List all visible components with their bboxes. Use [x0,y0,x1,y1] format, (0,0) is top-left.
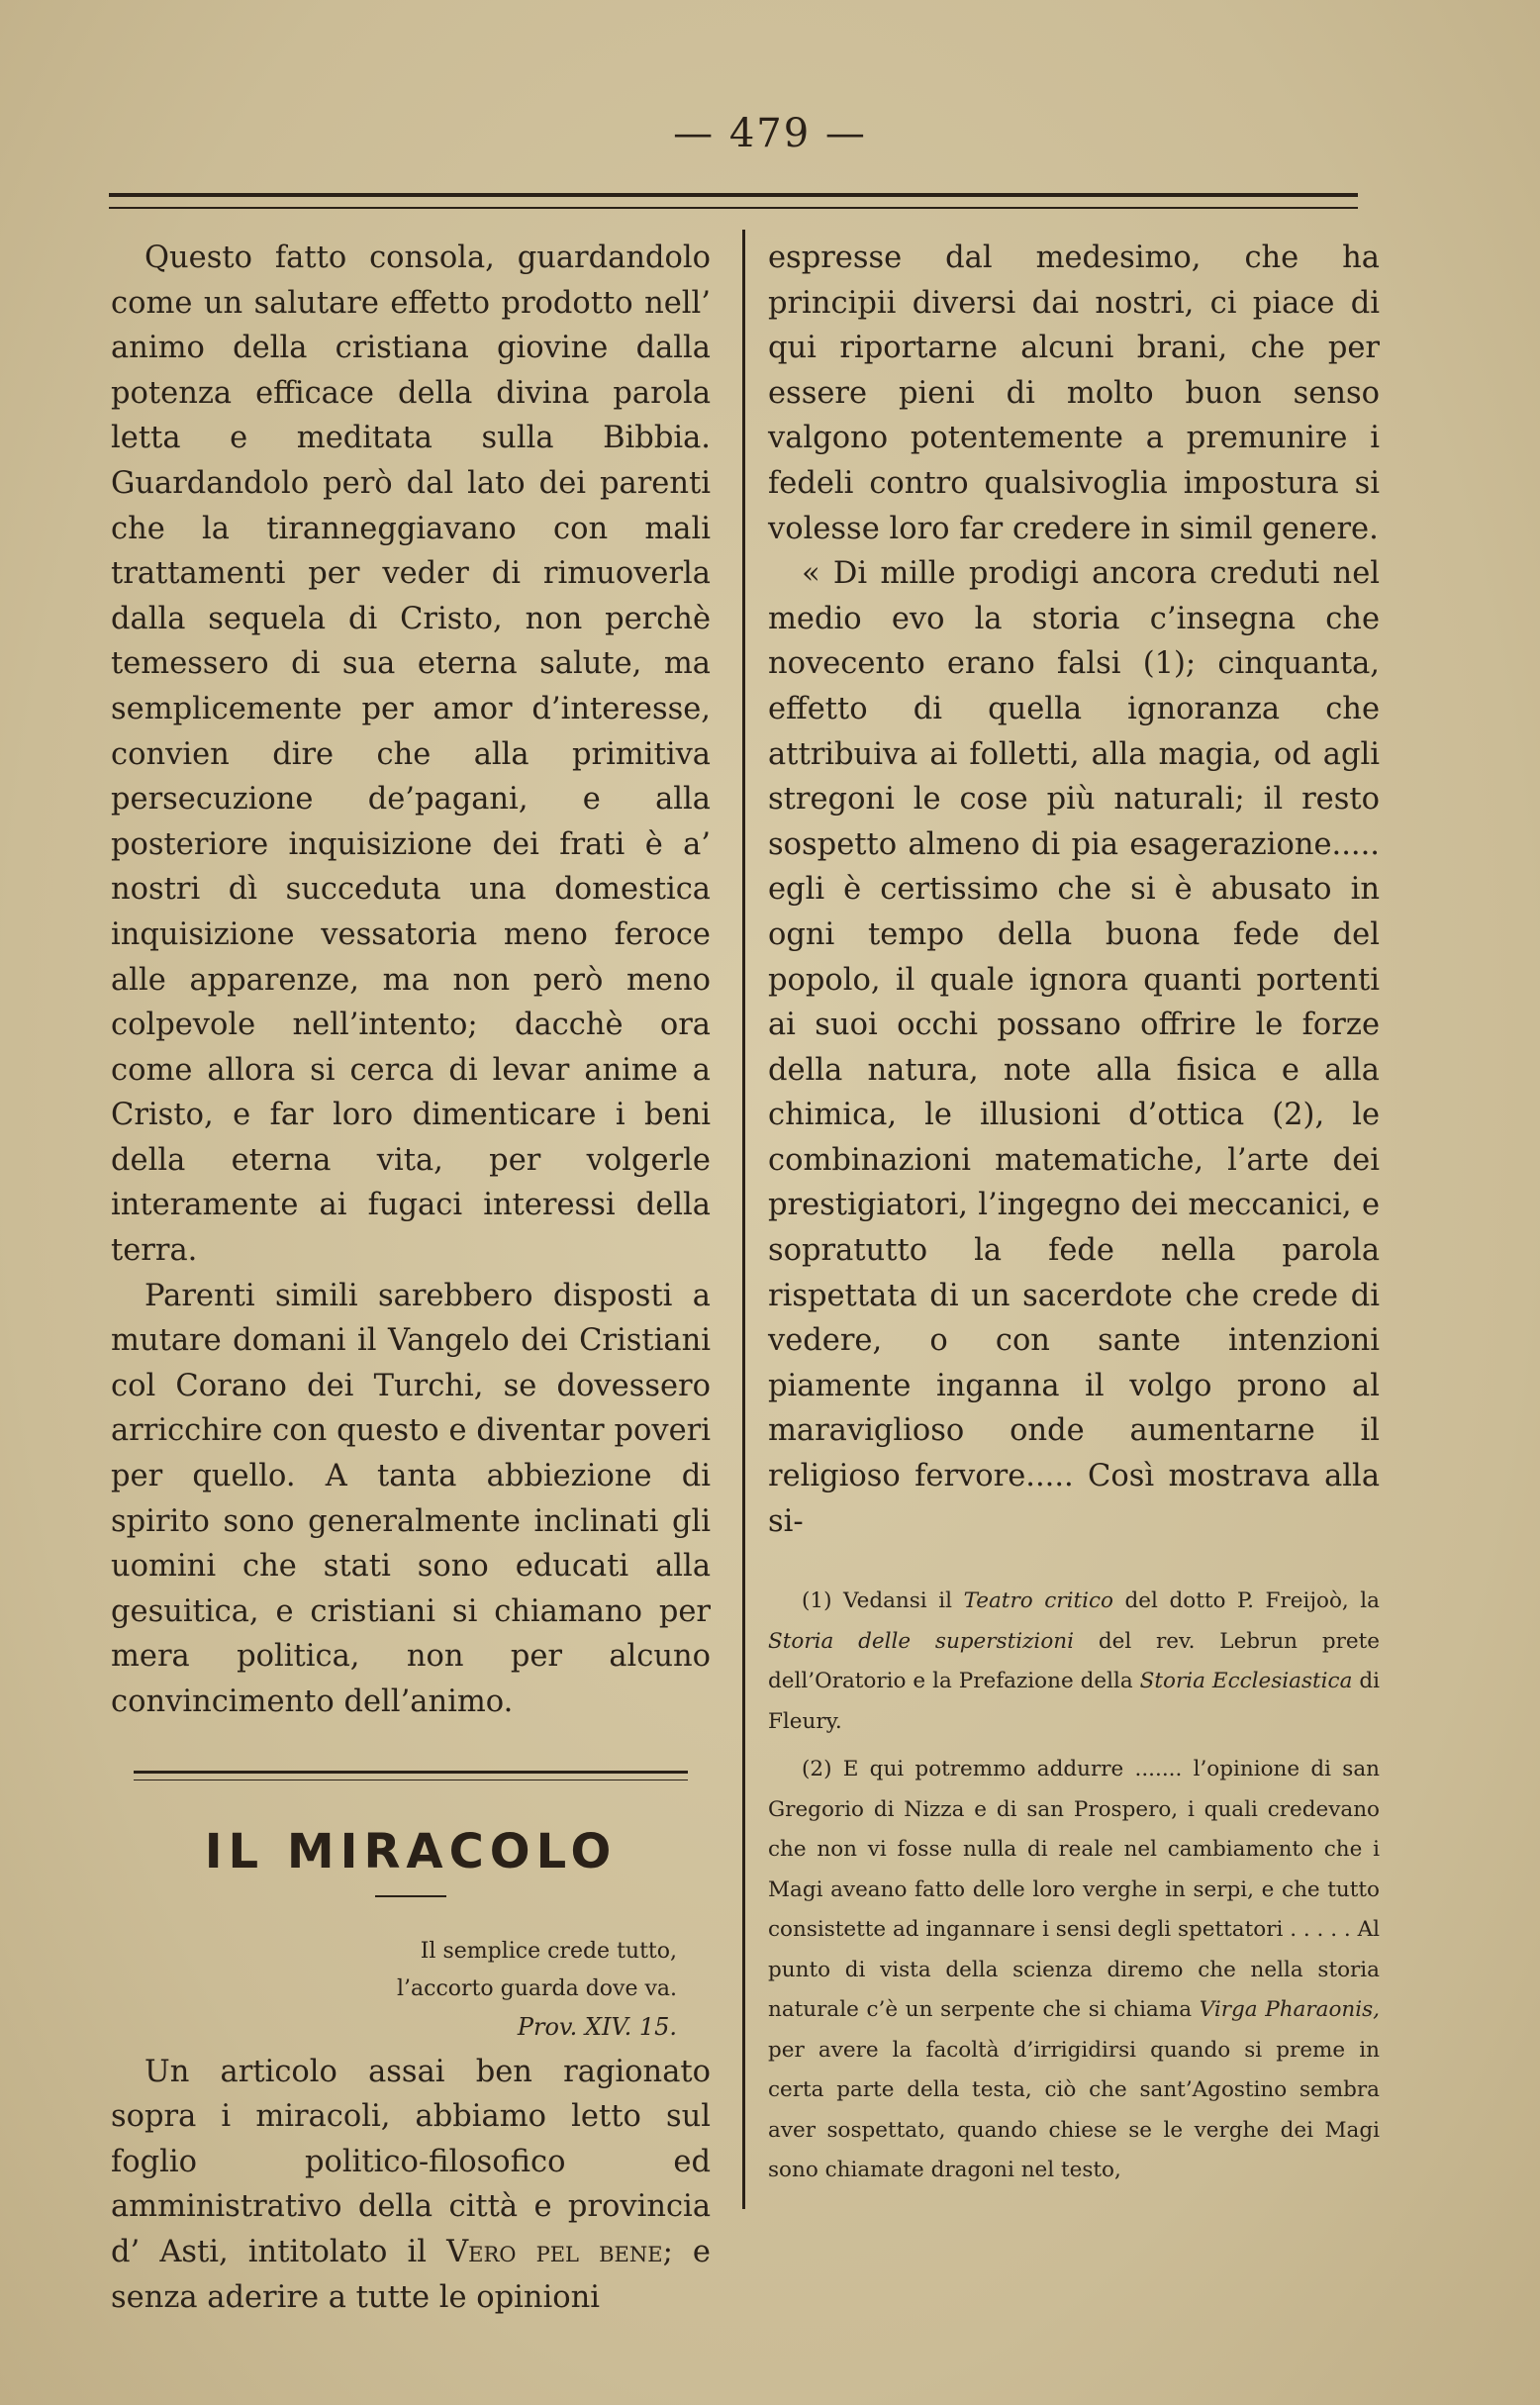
paragraph-parents: Parenti simili sarebbero disposti a mutare domani il Vangelo dei Cristiani col Corano dei Turchi, se dovessero arricchire con questo e diventar poveri per quello. A tanta abbiezione di spirito sono generalmente inclinati gli uomini che stati sono educati alla gesuitica, e cristiani si chiamano per mera politica, non per alcuno convincimento dell’animo. [111,1278,711,1719]
paragraph-article-intro [111,2050,711,2321]
epigraph [111,1933,677,2046]
epigraph-line-1: Il semplice crede tutto, [420,1938,677,1964]
left-column [111,236,711,2320]
footnote-1-text: (1) Vedansi il [802,1588,952,1614]
epigraph-line-2: l’accorto guarda dove va. [396,1975,677,2001]
footnote-2-text: per avere la facoltà d’irrigidirsi quando si preme in certa parte della testa, ciò che sant’Agostino sembra aver sospettato, quando chiese se le verghe dei Magi sono chiamate dragoni nel testo, [768,2037,1380,2183]
section-title: IL MIRACOLO [204,1823,618,1879]
title-underline-rule [375,1895,446,1897]
footnote-2-text: (2) E qui potremmo addurre ....... l’opinione di san Gregorio di Nizza e di san Prospero, i quali credevano che non vi fosse nulla di reale nel cambiamento che i Magi aveano fatto delle loro verghe in serpi, e che tutto consistette ad ingannare i sensi degli spettatori . . . . . Al punto di vista della scienza diremo che nella storia naturale c’è un serpente che si chiama [768,1757,1380,2023]
paragraph-continuation: espresse dal medesimo, che ha principii diversi dai nostri, ci piace di qui riportarne alcuni brani, che per essere pieni di molto buon senso valgono potentemente a premunire i fedeli contro qualsivoglia impostura si volesse loro far credere in simil genere. [768,240,1380,546]
article-intro-text: Un articolo assai ben ragionato sopra i miracoli, abbiamo letto sul foglio politico-filosofico ed amministrativo della città e provincia d’ Asti, intitolato il [111,2054,711,2269]
footnote-2-species-name: Virga Pharaonis, [1199,1997,1381,2023]
footnote-1-work-title: Teatro critico [963,1588,1113,1614]
footnote-2 [768,1750,1380,2191]
footnote-1-work-title: Storia Ecclesiastica [1139,1669,1353,1694]
right-column [768,236,1380,2191]
section-separator-rule [134,1771,688,1780]
footnote-1-text: del dotto P. Freijoò, la [1124,1588,1380,1614]
footnote-1 [768,1582,1380,1742]
footnotes [768,1582,1380,2191]
article-intro-end: ; e senza aderire a tutte le opinioni [111,2234,711,2315]
page-number: — 479 — [673,111,867,156]
journal-name: Vero pel bene [446,2234,663,2269]
header-double-rule [109,193,1358,209]
paragraph-quotation: « Di mille prodigi ancora creduti nel medio evo la storia c’insegna che novecento erano falsi (1); cinquanta, effetto di quella ignoranza che attribuiva ai folletti, alla magia, od agli stregoni le cose più naturali; il resto sospetto almeno di pia esagerazione..... egli è certissimo che si è abusato in ogni tempo della buona fede del popolo, il quale ignora quanti portenti ai suoi occhi possano offrire le forze della natura, note alla fisica e alla chimica, le illusioni d’ottica (2), le combinazioni matematiche, l’arte dei prestigiatori, l’ingegno dei meccanici, e sopratutto la fede nella parola rispettata di un sacerdote che crede di vedere, o con sante intenzioni piamente inganna il volgo prono al maraviglioso onde aumentarne il religioso fervore..... Così mostrava alla si- [768,556,1380,1539]
column-divider [742,230,745,2209]
footnote-1-work-title: Storia delle superstizioni [768,1628,1074,1654]
paragraph-consolation: Questo fatto consola, guardandolo come un salutare effetto prodotto nell’ animo della cristiana giovine dalla potenza efficace della divina parola letta e meditata sulla Bibbia. Guardandolo però dal lato dei parenti che la tiranneggiavano con mali trattamenti per veder di rimuoverla dalla sequela di Cristo, non perchè temessero di sua eterna salute, ma semplicemente per amor d’interesse, convien dire che alla primitiva persecuzione de’pagani, e alla posteriore inquisizione dei frati è a’ nostri dì succeduta una domestica inquisizione vessatoria meno feroce alle apparenze, ma non però meno colpevole nell’intento; dacchè ora come allora si cerca di levar anime a Cristo, e far loro dimenticare i beni della eterna vita, per volgerle interamente ai fugaci interessi della terra. [111,240,711,1269]
footnote-1-text: del rev. Lebrun prete dell’Oratorio e la Prefazione della [768,1628,1380,1694]
footnote-1-text: di Fleury. [768,1669,1380,1734]
epigraph-source: Prov. XIV. 15. [517,2012,677,2041]
